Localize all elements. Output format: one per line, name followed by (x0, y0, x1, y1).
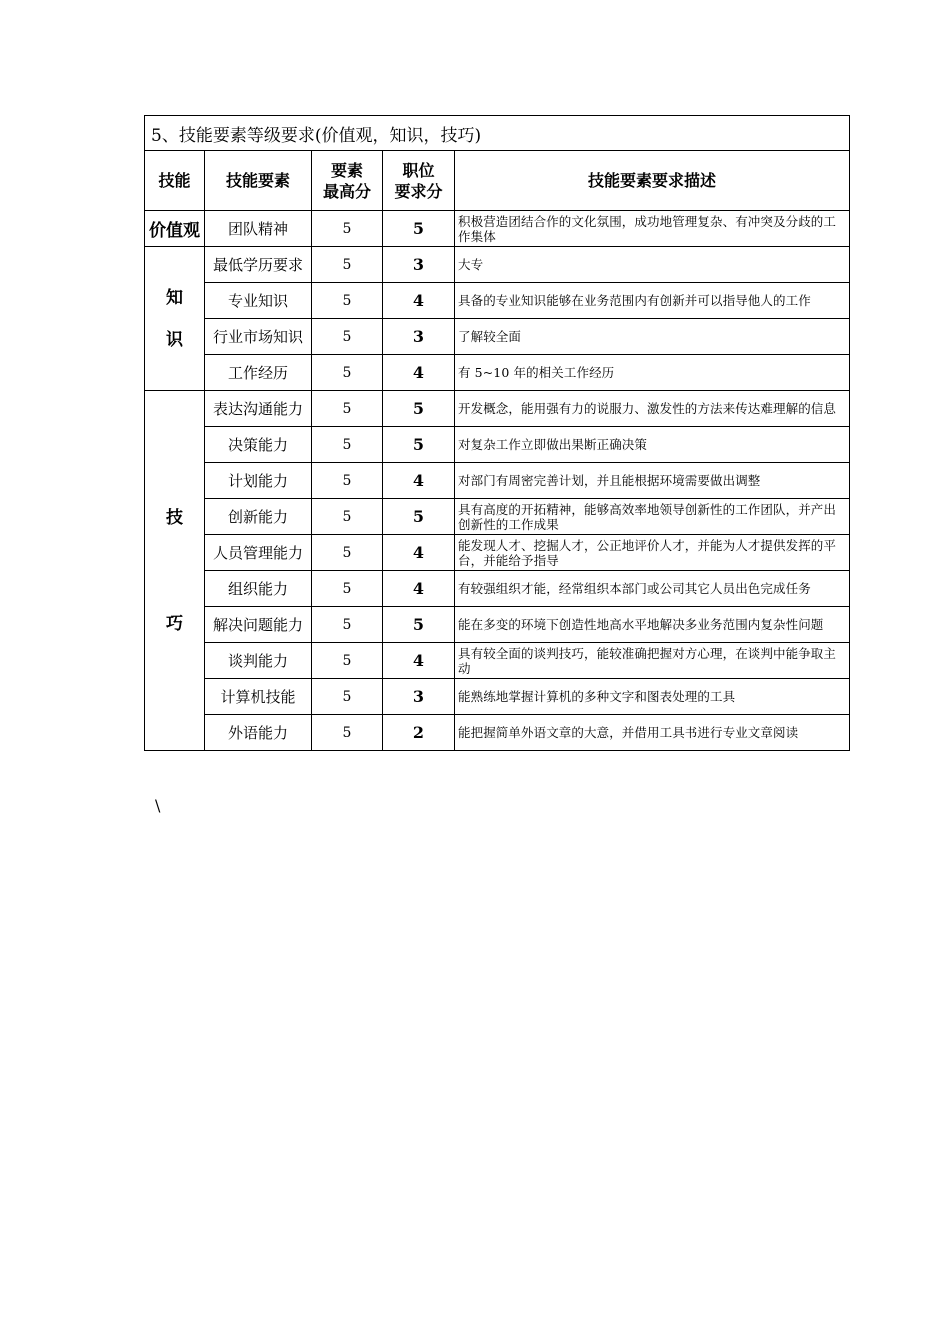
max-score-cell: 5 (312, 499, 383, 535)
table-row (145, 715, 850, 751)
table-row (145, 355, 850, 391)
required-score-cell: 5 (383, 607, 455, 643)
element-cell: 表达沟通能力 (205, 391, 312, 427)
element-cell: 行业市场知识 (205, 319, 312, 355)
required-score-cell: 5 (383, 211, 455, 247)
description-cell: 对部门有周密完善计划，并且能根据环境需要做出调整 (455, 463, 850, 499)
header-description: 技能要素要求描述 (455, 151, 850, 211)
category-skill-char2: 巧 (166, 613, 183, 634)
skill-requirements-table (144, 115, 850, 751)
category-skill-char1: 技 (166, 507, 183, 528)
max-score-cell: 5 (312, 643, 383, 679)
required-score-cell: 5 (383, 391, 455, 427)
element-cell: 组织能力 (205, 571, 312, 607)
table-row (145, 463, 850, 499)
header-row (145, 151, 850, 211)
header-element: 技能要素 (205, 151, 312, 211)
description-cell: 能在多变的环境下创造性地高水平地解决多业务范围内复杂性问题 (455, 607, 850, 643)
element-cell: 人员管理能力 (205, 535, 312, 571)
description-cell: 能发现人才、挖掘人才，公正地评价人才，并能为人才提供发挥的平台，并能给予指导 (455, 535, 850, 571)
required-score-cell: 5 (383, 427, 455, 463)
category-knowledge (145, 247, 205, 391)
section-title: 5、技能要素等级要求(价值观，知识，技巧) (145, 116, 850, 151)
description-cell: 大专 (455, 247, 850, 283)
description-cell: 具备的专业知识能够在业务范围内有创新并可以指导他人的工作 (455, 283, 850, 319)
element-cell: 最低学历要求 (205, 247, 312, 283)
max-score-cell: 5 (312, 571, 383, 607)
table-row (145, 607, 850, 643)
element-cell: 决策能力 (205, 427, 312, 463)
required-score-cell: 4 (383, 535, 455, 571)
max-score-cell: 5 (312, 319, 383, 355)
category-skill (145, 391, 205, 751)
description-cell: 具有较全面的谈判技巧，能较准确把握对方心理，在谈判中能争取主动 (455, 643, 850, 679)
element-cell: 解决问题能力 (205, 607, 312, 643)
table-row (145, 535, 850, 571)
table-row (145, 499, 850, 535)
table-row (145, 427, 850, 463)
table-row (145, 679, 850, 715)
max-score-cell: 5 (312, 535, 383, 571)
table-row (145, 571, 850, 607)
max-score-cell: 5 (312, 391, 383, 427)
max-score-cell: 5 (312, 247, 383, 283)
header-max-score-line2: 最高分 (322, 181, 371, 201)
max-score-cell: 5 (312, 211, 383, 247)
description-cell: 具有高度的开拓精神，能够高效率地领导创新性的工作团队，并产出创新性的工作成果 (455, 499, 850, 535)
required-score-cell: 4 (383, 571, 455, 607)
header-required-score (383, 151, 455, 211)
description-cell: 对复杂工作立即做出果断正确决策 (455, 427, 850, 463)
required-score-cell: 4 (383, 463, 455, 499)
max-score-cell: 5 (312, 679, 383, 715)
description-cell: 有 5~10 年的相关工作经历 (455, 355, 850, 391)
header-required-score-line1: 职位 (402, 160, 435, 180)
table-row (145, 319, 850, 355)
table-row (145, 247, 850, 283)
category-values: 价值观 (145, 211, 205, 247)
element-cell: 工作经历 (205, 355, 312, 391)
category-knowledge-char2: 识 (166, 329, 183, 350)
element-cell: 外语能力 (205, 715, 312, 751)
description-cell: 开发概念，能用强有力的说服力、激发性的方法来传达难理解的信息 (455, 391, 850, 427)
description-cell: 能熟练地掌握计算机的多种文字和图表处理的工具 (455, 679, 850, 715)
required-score-cell: 4 (383, 355, 455, 391)
header-skill: 技能 (145, 151, 205, 211)
stray-backslash-mark: \ (155, 796, 161, 815)
header-max-score (312, 151, 383, 211)
required-score-cell: 5 (383, 499, 455, 535)
max-score-cell: 5 (312, 355, 383, 391)
max-score-cell: 5 (312, 607, 383, 643)
required-score-cell: 3 (383, 247, 455, 283)
table-row (145, 283, 850, 319)
table-row (145, 643, 850, 679)
table-row (145, 391, 850, 427)
max-score-cell: 5 (312, 283, 383, 319)
element-cell: 谈判能力 (205, 643, 312, 679)
max-score-cell: 5 (312, 463, 383, 499)
header-max-score-line1: 要素 (330, 160, 363, 180)
category-knowledge-char1: 知 (166, 287, 183, 308)
required-score-cell: 4 (383, 283, 455, 319)
required-score-cell: 2 (383, 715, 455, 751)
element-cell: 专业知识 (205, 283, 312, 319)
max-score-cell: 5 (312, 715, 383, 751)
element-cell: 计划能力 (205, 463, 312, 499)
description-cell: 了解较全面 (455, 319, 850, 355)
table-row (145, 211, 850, 247)
description-cell: 有较强组织才能，经常组织本部门或公司其它人员出色完成任务 (455, 571, 850, 607)
description-cell: 能把握简单外语文章的大意，并借用工具书进行专业文章阅读 (455, 715, 850, 751)
required-score-cell: 3 (383, 319, 455, 355)
element-cell: 创新能力 (205, 499, 312, 535)
max-score-cell: 5 (312, 427, 383, 463)
description-cell: 积极营造团结合作的文化氛围，成功地管理复杂、有冲突及分歧的工作集体 (455, 211, 850, 247)
element-cell: 计算机技能 (205, 679, 312, 715)
required-score-cell: 4 (383, 643, 455, 679)
required-score-cell: 3 (383, 679, 455, 715)
element-cell: 团队精神 (205, 211, 312, 247)
header-required-score-line2: 要求分 (394, 181, 443, 201)
